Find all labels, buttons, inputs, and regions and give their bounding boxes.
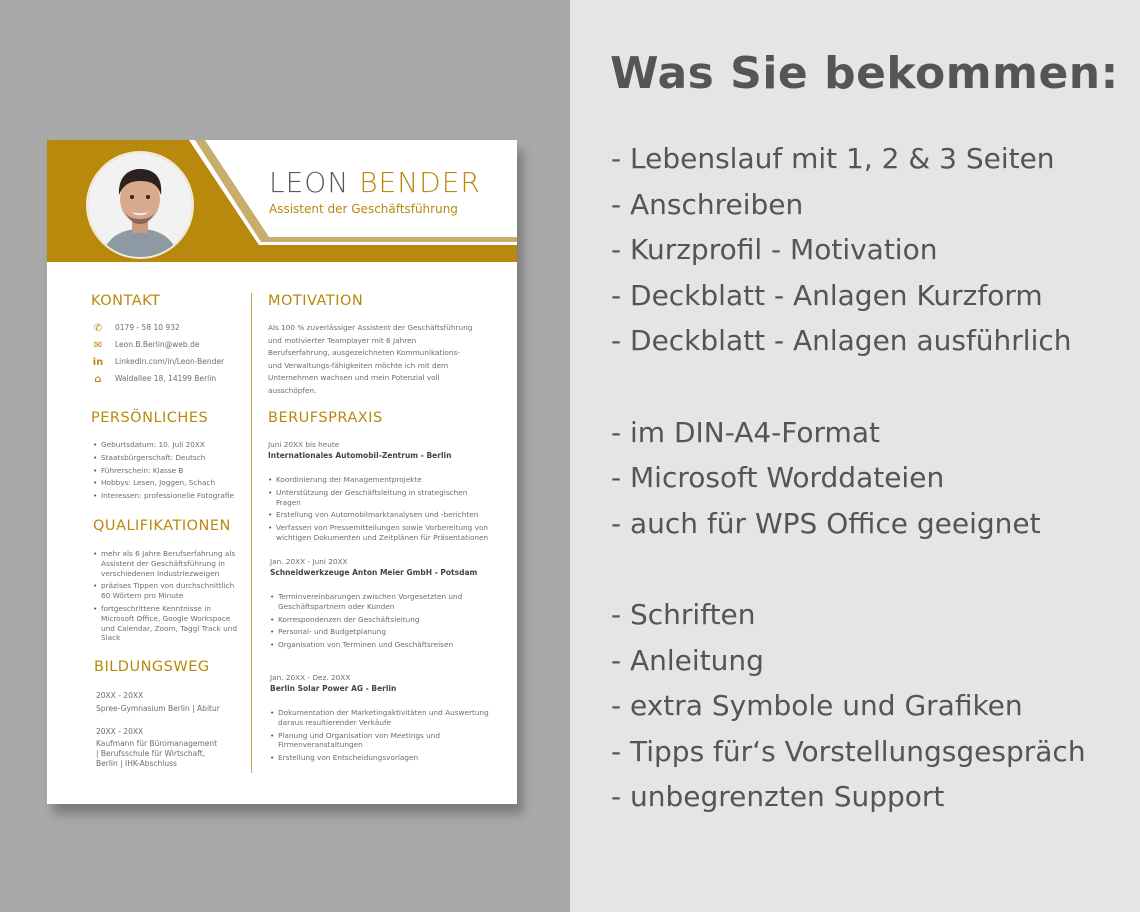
contact-address-text: Waldallee 18, 14199 Berlin (115, 373, 217, 383)
list-item: • mehr als 6 Jahre Berufserfahrung als Assistent der Geschäftsführung in verschiedenen Industriezweigen (93, 549, 243, 578)
first-name: LEON (269, 166, 350, 199)
bildung-text: Spree-Gymnasium Berlin | Abitur (96, 703, 220, 713)
promo-item: - Tipps für‘s Vorstellungsgespräch (611, 734, 1086, 768)
promo-item: - Microsoft Worddateien (611, 461, 945, 495)
qualifikationen-title: QUALIFIKATIONEN (93, 518, 231, 534)
promo-title: Was Sie bekommen: (610, 48, 1119, 99)
list-item: • Dokumentation der Marketingaktivitäten und Auswertung daraus resultierender Verkäufe (270, 708, 495, 728)
job-date: Jan. 20XX - Dez. 20XX (270, 673, 351, 682)
qualifikationen-list (93, 549, 243, 646)
job-entry (270, 672, 495, 766)
resume-name (269, 166, 481, 199)
list-item: • Terminvereinbarungen zwischen Vorgesetzten und Geschäftspartnern oder Kunden (270, 592, 495, 612)
list-item: • fortgeschrittene Kenntnisse in Microsoft Office, Google Workspace und Calendar, Zoom, Taggl Track und Slack (93, 604, 243, 643)
list-item: • Organisation von Terminen und Geschäftsreisen (270, 640, 495, 650)
promo-item: - Anleitung (611, 643, 764, 677)
column-divider (251, 293, 252, 773)
phone-icon: ✆ (93, 322, 103, 334)
job-bullets (268, 475, 493, 543)
contact-phone (91, 321, 180, 335)
bildungsweg-entry (96, 690, 246, 715)
job-company: Internationales Automobil-Zentrum - Berlin (268, 451, 452, 460)
job-entry (270, 556, 495, 653)
list-item: • Korrespondenzen der Geschäftsleitung (270, 615, 495, 625)
list-item: • Hobbys: Lesen, Joggen, Schach (93, 478, 243, 488)
promo-item: - Deckblatt - Anlagen Kurzform (611, 278, 1043, 312)
linkedin-icon: in (92, 356, 104, 368)
list-item: • Personal- und Budgetplanung (270, 627, 495, 637)
promo-item: - Schriften (611, 597, 756, 631)
promo-item: - Anschreiben (611, 187, 804, 221)
contact-phone-text: 0179 - 58 10 932 (115, 322, 180, 332)
list-item: • Führerschein: Klasse B (93, 466, 243, 476)
bildungsweg-entry (96, 727, 221, 769)
contact-email (91, 338, 199, 352)
list-item: • Erstellung von Entscheidungsvorlagen (270, 753, 495, 763)
job-date: Jan. 20XX - Juni 20XX (270, 557, 348, 566)
promo-spacer (611, 364, 1086, 410)
email-icon: ✉ (93, 339, 103, 351)
berufspraxis-title: BERUFSPRAXIS (268, 410, 383, 426)
bildung-date: 20XX - 20XX (96, 691, 144, 700)
promo-item: - auch für WPS Office geeignet (611, 506, 1041, 540)
contact-linkedin-text: LinkedIn.com/in/Leon-Bender (115, 356, 225, 366)
last-name: BENDER (359, 166, 481, 199)
list-item: • präzises Tippen von durchschnittlich 60 Wörtern pro Minute (93, 581, 243, 601)
motivation-title: MOTIVATION (268, 293, 364, 309)
job-bullets (270, 592, 495, 650)
list-item: • Verfassen von Pressemitteilungen sowie Vorbereitung von wichtigen Dokumenten und Zeitplänen für Präsentationen (268, 523, 493, 543)
profile-photo (86, 151, 194, 259)
promo-item: - extra Symbole und Grafiken (611, 689, 1023, 723)
job-company: Schneidwerkzeuge Anton Meier GmbH - Potsdam (270, 568, 478, 577)
bildung-date: 20XX - 20XX (96, 727, 144, 736)
promo-spacer (611, 546, 1086, 592)
promo-item: - Lebenslauf mit 1, 2 & 3 Seiten (611, 142, 1055, 175)
promo-item: - Deckblatt - Anlagen ausführlich (611, 324, 1072, 358)
persoenliches-list (93, 440, 243, 504)
persoenliches-title: PERSÖNLICHES (91, 410, 209, 426)
motivation-text: Als 100 % zuverlässiger Assistent der Geschäftsführung und motivierter Teamplayer mit 6 Jahren Berufserfahrung, ausgezeichneten Kommunikations- und Verwaltungs-fähigkeiten möchte ich mit dem Unternehmen wachsen und mein Potenzial voll ausschöpfen. (268, 323, 473, 395)
promo-list (611, 136, 1086, 820)
list-item: • Interessen: professionelle Fotografie (93, 491, 243, 501)
job-date: Juni 20XX bis heute (268, 440, 340, 449)
promo-item: - unbegrenzten Support (611, 780, 945, 814)
job-bullets (270, 708, 495, 763)
contact-linkedin (91, 355, 224, 369)
list-item: • Erstellung von Automobilmarktanalysen und -berichten (268, 510, 493, 520)
job-entry (268, 439, 493, 546)
list-item: • Koordinierung der Managementprojekte (268, 475, 493, 485)
bildungsweg-title: BILDUNGSWEG (94, 659, 210, 675)
bildung-text: Kaufmann für Büromanagement | Berufsschule für Wirtschaft, Berlin | IHK-Abschluss (96, 739, 218, 768)
resume-job-title: Assistent der Geschäftsführung (269, 202, 458, 216)
job-company: Berlin Solar Power AG - Berlin (270, 684, 397, 693)
resume-page (47, 140, 517, 804)
contact-address (91, 372, 216, 386)
promo-item: - Kurzprofil - Motivation (611, 233, 938, 267)
list-item: • Geburtsdatum: 10. Juli 20XX (93, 440, 243, 450)
promo-item: - im DIN-A4-Format (611, 415, 880, 449)
home-icon: ⌂ (94, 373, 102, 385)
kontakt-title: KONTAKT (91, 293, 161, 309)
contact-email-text: Leon.B.Berlin@web.de (115, 339, 200, 349)
list-item: • Staatsbürgerschaft: Deutsch (93, 453, 243, 463)
list-item: • Unterstützung der Geschäftsleitung in strategischen Fragen (268, 488, 493, 508)
list-item: • Planung und Organisation von Meetings und Firmenveranstaltungen (270, 731, 495, 751)
